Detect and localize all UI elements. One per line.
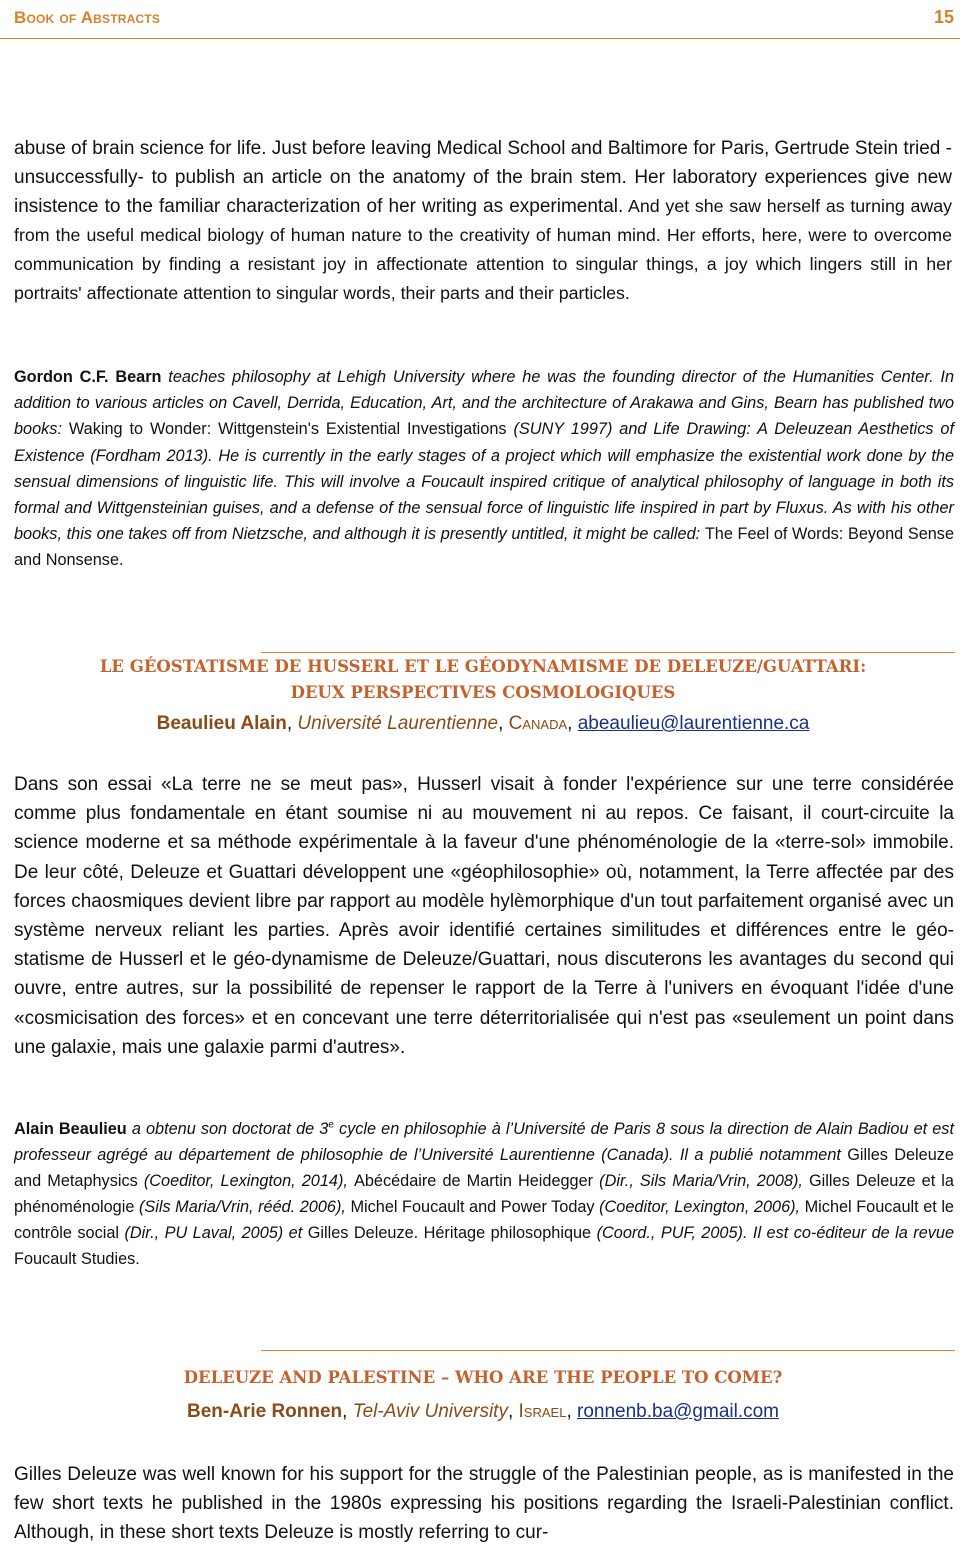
bio-author-name: Gordon C.F. Bearn bbox=[14, 368, 162, 386]
continued-abstract bbox=[14, 134, 952, 308]
author-institution: Université Laurentienne bbox=[297, 713, 499, 734]
article-title-line: LE GÉOSTATISME DE HUSSERL ET LE GÉODYNAMISME DE DELEUZE/GUATTARI: bbox=[99, 657, 867, 676]
author-bio-bearn bbox=[14, 364, 954, 574]
bio-book-title: Gilles Deleuze et la phénoménologie bbox=[14, 1172, 954, 1216]
article-title bbox=[14, 654, 952, 706]
bio-book-title: The Feel of Words: Beyond Sense and Nonsense. bbox=[14, 525, 955, 570]
running-header bbox=[0, 0, 960, 39]
bio-text: In addition to various articles on Cavell, Derrida, Education, Art, and the architecture of Arakawa and Gins, Bearn has published two books: bbox=[14, 368, 954, 439]
author-email-link[interactable]: ronnenb.ba@gmail.com bbox=[577, 1401, 780, 1422]
header-title: Book of Abstracts bbox=[14, 8, 161, 27]
article-abstract: Dans son essai «La terre ne se meut pas», Husserl visait à fonder l'expérience sur une terre considérée comme plus fondamentale en étant soumise ni au mouvement ni au repos. Ce faisant, il court-circuite la science moderne et sa méthode expérimentale à la faveur d'une phénoménologie de la «terre-sol» immobile. De leur côté, Deleuze et Guattari développent une «géophilosophie» où, notamment, la Terre affectée par des forces chaosmiques devient libre par rapport au modèle hylèmorphique d'un tout parfaitement organisé avec un système nerveux reliant les parties. Après avoir identifié certaines similitudes et différences entre le géo-statisme de Husserl et le géo-dynamisme de Deleuze/Guattari, nous discuterons les avantages du second qui ouvre, entre autres, sur la possibilité de repenser le rapport de la Terre à l'univers en évoquant l'idée d'une «cosmicisation des forces» et en concevant une terre déterritorialisée qui n'est pas «seulement un point dans une galaxie, mais une galaxie parmi d'autres». bbox=[14, 774, 954, 1058]
bio-text: teaches philosophy at Lehigh University where he was the founding director of the Humanities Center. bbox=[161, 368, 934, 386]
bio-text: (Coeditor, Lexington, 2006), bbox=[594, 1198, 805, 1216]
byline-separator: , bbox=[567, 713, 578, 734]
author-institution: Tel-Aviv University bbox=[352, 1401, 508, 1422]
bio-text: (Dir., PU Laval, 2005) et bbox=[119, 1224, 308, 1242]
bio-text: (Coeditor, Lexington, 2014), bbox=[137, 1172, 354, 1190]
article-title-line: DEUX PERSPECTIVES COSMOLOGIQUES bbox=[290, 683, 676, 702]
article-byline bbox=[14, 713, 952, 735]
article-title: DELEUZE AND PALESTINE – WHO ARE THE PEOPLE TO COME? bbox=[183, 1368, 783, 1387]
bio-text: (Coord., PUF, 2005). Il est co-éditeur de la revue bbox=[591, 1224, 954, 1242]
author-bio-beaulieu bbox=[14, 1116, 954, 1272]
section-divider bbox=[261, 1350, 955, 1351]
bio-book-title: Gilles Deleuze. Héritage philosophique bbox=[307, 1224, 592, 1242]
page-number: 15 bbox=[933, 7, 954, 27]
bio-book-title: Abécédaire de Martin Heidegger bbox=[353, 1172, 594, 1190]
article-abstract: Gilles Deleuze was well known for his support for the struggle of the Palestinian people, as is manifested in the few short texts he published in the 1980s expressing his positions regarding the Israeli-Palestinian conflict. Although, in these short texts Deleuze is mostly referring to cur- bbox=[14, 1464, 954, 1544]
author-name: Beaulieu Alain bbox=[156, 713, 287, 734]
section-divider bbox=[261, 652, 955, 653]
byline-separator: , bbox=[498, 713, 509, 734]
continued-abstract-rest: And yet she saw herself as turning away from the useful medical biology of human nature to the creativity of human mind. Her efforts, here, were to overcome communication by finding a resistant joy in affectionate attention to singular things, a joy which lingers still in her portraits' affectionate attention to singular words, their parts and their particles. bbox=[14, 196, 952, 303]
bio-text: He is currently in the early stages of a project which will emphasize the existential work done by the sensual dimensions of linguistic life. bbox=[14, 446, 955, 491]
bio-text: As with his other books, this one takes off from Nietzsche, and although it is presently untitled, it might be called: bbox=[14, 499, 954, 544]
bio-text: (SUNY 1997) and Life Drawing: A Deleuzean Aesthetics of Existence (Fordham 2013). bbox=[14, 420, 954, 465]
author-country: Canada bbox=[508, 713, 568, 734]
author-email-link[interactable]: abeaulieu@laurentienne.ca bbox=[577, 713, 810, 734]
byline-separator: , bbox=[342, 1401, 353, 1422]
author-country: Israel bbox=[518, 1401, 567, 1422]
bio-text: cycle en philosophie à l’Université de Paris 8 sous la direction de Alain Badiou et est professeur agrégé au département de philosophie de l’Université Laurentienne (Canada). Il a publié notamment bbox=[14, 1120, 954, 1164]
author-name: Ben-Arie Ronnen bbox=[186, 1401, 343, 1422]
bio-book-title: Waking to Wonder: Wittgenstein's Existential Investigations bbox=[68, 420, 507, 439]
byline-separator: , bbox=[507, 1401, 519, 1422]
article-byline bbox=[14, 1401, 952, 1423]
bio-author-name: Alain Beaulieu bbox=[14, 1120, 127, 1138]
bio-superscript: e bbox=[328, 1119, 334, 1131]
bio-text: (Dir., Sils Maria/Vrin, 2008), bbox=[593, 1172, 810, 1190]
byline-separator: , bbox=[566, 1401, 577, 1422]
bio-book-title: Michel Foucault and Power Today bbox=[350, 1198, 595, 1216]
byline-separator: , bbox=[286, 713, 298, 734]
bio-book-title: Gilles Deleuze and Metaphysics bbox=[14, 1146, 954, 1190]
bio-book-title: Michel Foucault et le contrôle social bbox=[14, 1198, 954, 1242]
bio-text: (Sils Maria/Vrin, rééd. 2006), bbox=[134, 1198, 351, 1216]
bio-journal-title: Foucault Studies. bbox=[14, 1250, 140, 1268]
continued-abstract-lead: abuse of brain science for life. Just before leaving Medical School and Baltimore for Paris, Gertrude Stein tried -unsuccessfully- to publish an article on the anatomy of the brain stem. Her laboratory experiences give new insistence to the familiar characterization of her writing as experimental. bbox=[14, 138, 952, 217]
bio-text: This will involve a Foucault inspired critique of analytical philosophy of language in both its formal and Wittgensteinian guises, and a defense of the sensual force of linguistic life inspired in part by Fluxus. bbox=[14, 472, 954, 518]
bio-text: a obtenu son doctorat de 3 bbox=[126, 1120, 329, 1138]
